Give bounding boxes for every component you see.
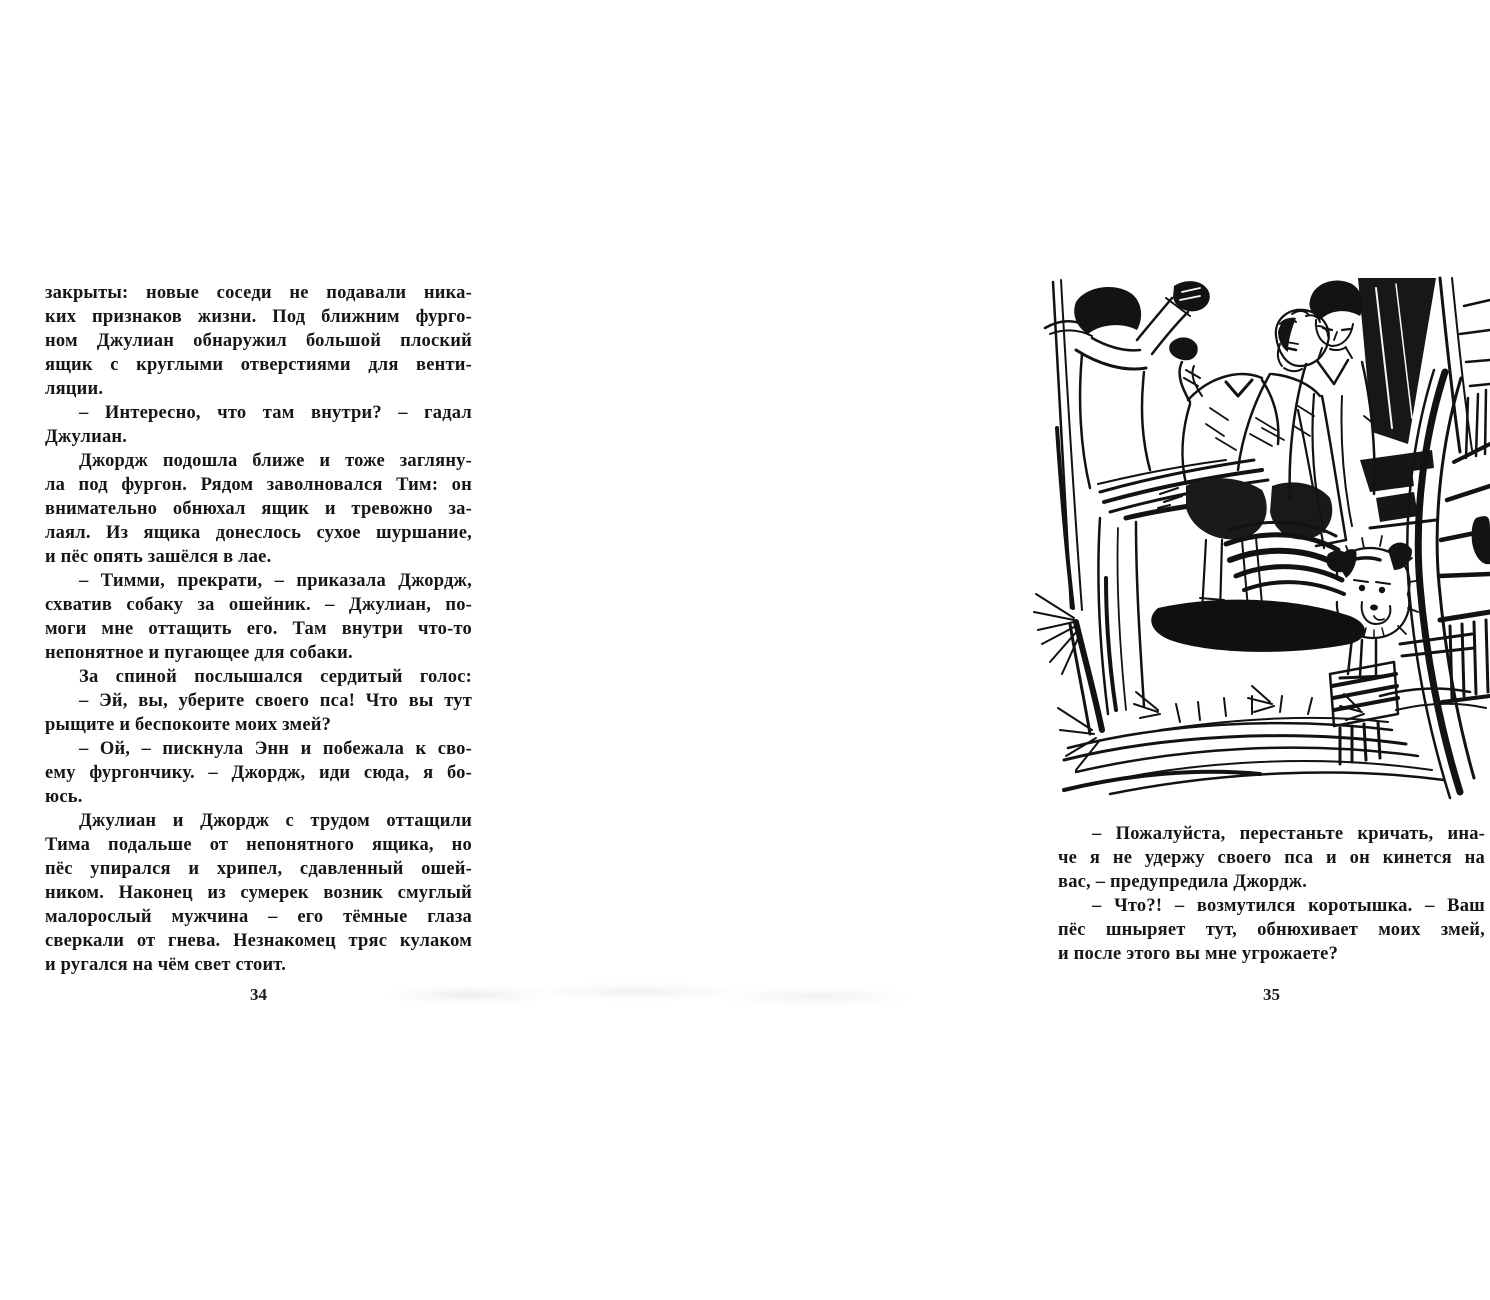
text-line: рыщите и беспокоите моих змей?: [45, 715, 332, 735]
text-line: и пёс опять зашёлся в лае.: [45, 547, 272, 567]
text-line: сверкали от гнева. Незнакомец тряс кулаком: [45, 931, 472, 951]
text-line: ла под фургон. Рядом заволновался Тим: он: [45, 475, 472, 495]
page-right-text: [1058, 822, 1485, 966]
illustration: [1040, 278, 1490, 805]
text-line: моги мне оттащить его. Там внутри что-то: [45, 619, 472, 639]
text-line: За спиной послышался сердитый голос:: [79, 667, 472, 687]
text-line: – Ой, – пискнула Энн и побежала к сво-: [79, 739, 472, 759]
text-line: ном Джулиан обнаружил большой плоский: [45, 331, 472, 351]
text-line: пёс шныряет тут, обнюхивает моих змей,: [1058, 920, 1485, 940]
page-number-right: 35: [1263, 985, 1280, 1004]
illustration-drawing: [1040, 278, 1490, 805]
text-line: непонятное и пугающее для собаки.: [45, 643, 353, 663]
text-line: и после этого вы мне угрожаете?: [1058, 944, 1339, 964]
text-line: юсь.: [45, 787, 83, 807]
text-line: схватив собаку за ошейник. – Джулиан, по-: [45, 595, 472, 615]
text-line: и ругался на чём свет стоит.: [45, 955, 287, 975]
text-line: ких признаков жизни. Под ближним фурго-: [45, 307, 472, 327]
text-line: – Пожалуйста, перестаньте кричать, ина-: [1092, 824, 1485, 844]
text-line: че я не удержу своего пса и он кинется на: [1058, 848, 1485, 868]
text-line: – Интересно, что там внутри? – гадал: [79, 403, 472, 423]
text-line: – Тимми, прекрати, – приказала Джордж,: [79, 571, 472, 591]
text-line: ником. Наконец из сумерек возник смуглый: [45, 883, 472, 903]
text-line: – Что?! – возмутился коротышка. – Ваш: [1092, 896, 1485, 916]
text-line: – Эй, вы, уберите своего пса! Что вы тут: [79, 691, 472, 711]
text-line: Джулиан и Джордж с трудом оттащили: [79, 811, 472, 831]
text-line: вас, – предупредила Джордж.: [1058, 872, 1308, 892]
text-line: Джордж подошла ближе и тоже загляну-: [79, 451, 472, 471]
text-line: лаял. Из ящика донеслось сухое шуршание,: [45, 523, 472, 543]
text-line: внимательно обнюхал ящик и тревожно за-: [45, 499, 472, 519]
text-line: ему фургончику. – Джордж, иди сюда, я бо-: [45, 763, 472, 783]
text-line: малорослый мужчина – его тёмные глаза: [45, 907, 472, 927]
text-line: пёс упирался и хрипел, сдавленный ошей-: [45, 859, 472, 879]
text-line: ляции.: [45, 379, 104, 399]
text-line: закрыты: новые соседи не подавали ника-: [45, 283, 472, 303]
page-right: [500, 0, 1485, 1300]
text-line: Тима подальше от непонятного ящика, но: [45, 835, 472, 855]
page-number-left: 34: [250, 985, 267, 1004]
text-line: Джулиан.: [45, 427, 128, 447]
page-left-text: [45, 281, 472, 977]
page-left: [0, 0, 500, 1300]
text-line: ящик с круглыми отверстиями для венти-: [45, 355, 472, 375]
